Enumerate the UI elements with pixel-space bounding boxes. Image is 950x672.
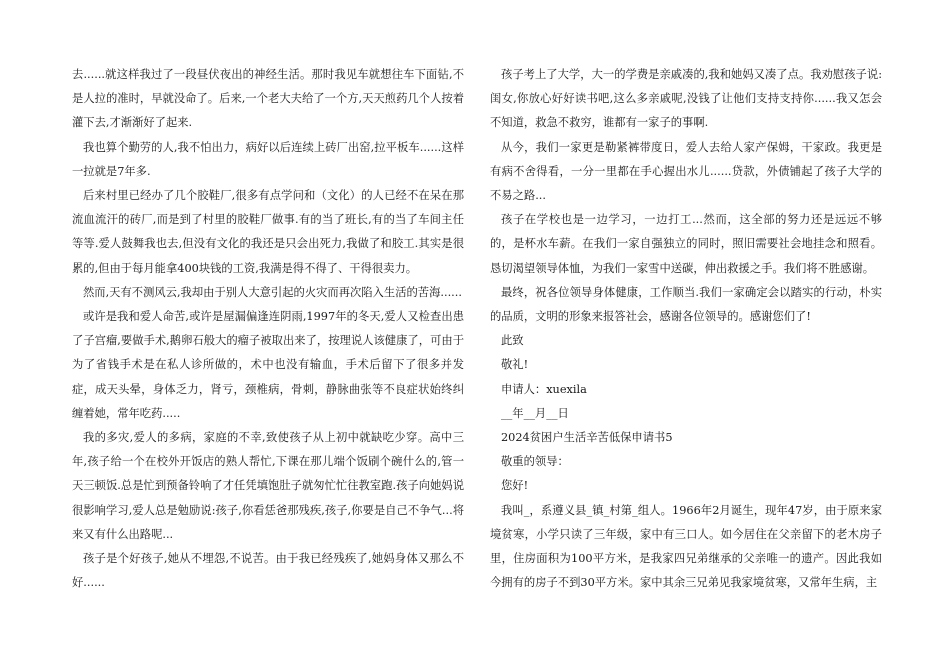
paragraph: 或许是我和爱人命苦,或许是屋漏偏逢连阴雨,1997年的冬天,爱人又检查出患了子宫瘤,要做手术,鹅卵石般大的瘤子被取出来了，按理说人该健康了，可由于为了省钱手术是在私人诊所做的，术中也没有输血，手术后留下了很多并发症，成天头晕，身体乏力，肾亏，颈椎病，骨刺，静脉曲张等不良症状始终纠缠着她，常年吃药..... [72, 310, 464, 420]
applicant-line: 申请人：xuexila [501, 382, 587, 396]
closing-line: 敬礼! [501, 358, 529, 372]
paragraph: 我的多灾,爱人的多病，家庭的不幸,致使孩子从上初中就缺吃少穿。高中三年,孩子给一个在校外开饭店的熟人帮忙,下课在那儿端个饭刷个碗什么的,管一天三顿饭.总是忙到预备铃响了才任凭填饱肚子就匆忙忙往教室跑.孩子向她妈说很影响学习,爱人总是勉励说:孩子,你看恁爸那残疾,孩子,你要是自己不争气...将来又有什么出路呢... [72, 431, 464, 541]
greeting: 您好! [501, 479, 529, 493]
closing-line: 此致 [501, 334, 524, 348]
paragraph: 我也算个勤劳的人,我不怕出力，病好以后连续上砖厂出窑,拉平板车......这样一拉就是7年多. [72, 140, 464, 178]
section-title: 2024贫困户生活辛苦低保申请书5 [501, 431, 673, 445]
paragraph: 后来村里已经办了几个胶鞋厂,很多有点学问和（文化）的人已经不在呆在那流血流汗的砖厂,而是到了村里的胶鞋厂做事.有的当了班长,有的当了车间主任等等.爱人鼓舞我也去,但没有文化的我还是只会出死力,我做了和胶工.其实是很累的,但由于每月能拿400块钱的工资,我满是得不得了、干得很卖力。 [72, 189, 464, 275]
paragraph: 孩子在学校也是一边学习，一边打工...然而，这全部的努力还是远远不够的，是杯水车薪。在我们一家自强独立的同时，照旧需要社会地挂念和照看。恳切渴望领导体恤，为我们一家雪中送碳，伸出救援之手。我们将不胜感谢。 [490, 213, 882, 275]
right-column [490, 63, 882, 595]
paragraph: 从今，我们一家更是勒紧裤带度日，爱人去给人家产保姆，干家政。我更是有病不舍得看，一分一里都在手心握出水儿......贷款，外债铺起了孩子大学的不易之路... [490, 140, 882, 203]
paragraph: 去......就这样我过了一段昼伏夜出的神经生活。那时我见车就想往车下面钻,不是人拉的准时，早就没命了。后来,一个老大夫给了一个方,天天煎药几个人按着灌下去,才渐渐好了起来. [72, 68, 464, 130]
paragraph: 最终，祝各位领导身体健康，工作顺当.我们一家确定会以踏实的行动，朴实的品质，文明的形象来报答社会，感谢各位领导的。感谢您们了! [490, 285, 882, 324]
paragraph: 我叫_，系遵义县_镇_村第_组人。1966年2月诞生，现年47岁，由于原来家境贫寒，小学只读了三年级，家中有三口人。如今居住在父亲留下的老木房子里，住房面积为100平方米，是我家四兄弟继承的父亲唯一的遗产。因此我如今拥有的房子不到30平方米。家中其余三兄弟见我家境贫寒，又常年生病，主 [490, 503, 882, 590]
left-column [72, 63, 464, 595]
date-line: __年__月__日 [501, 406, 569, 420]
paragraph: 孩子考上了大学，大一的学费是亲戚凑的,我和她妈又凑了点。我劝慰孩子说:闺女,你放心好好读书吧,这么多亲戚呢,没钱了让他们支持支持你......我又怎会不知道，救急不救穷，谁都有一家子的事啊. [490, 68, 882, 130]
paragraph: 然而,天有不测风云,我却由于别人大意引起的火灾而再次陷入生活的苦海...... [83, 285, 462, 299]
paragraph: 孩子是个好孩子,她从不埋怨,不说苦。由于我已经残疾了,她妈身体又那么不好...... [72, 552, 464, 590]
salutation: 敬重的领导： [501, 455, 569, 469]
